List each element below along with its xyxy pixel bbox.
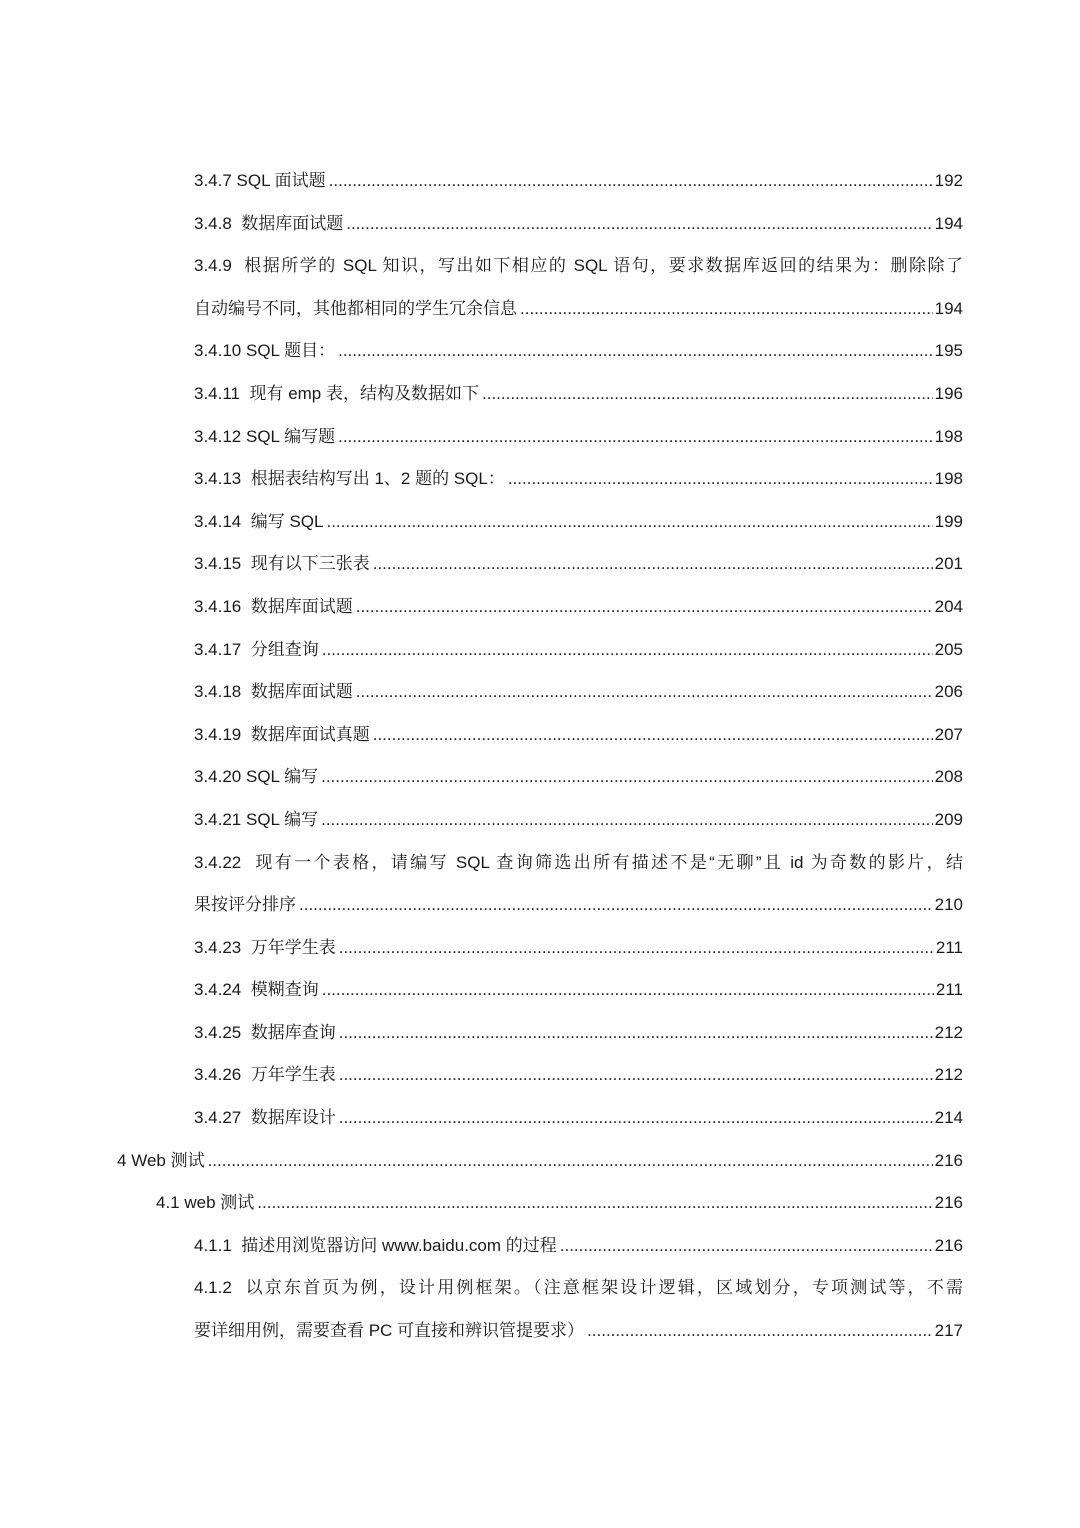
toc-entry-title: 4.1 web 测试 bbox=[156, 1193, 255, 1213]
toc-entry-3-4-15[interactable] bbox=[194, 543, 963, 586]
toc-entry-title-line1: 4.1.2 以京东首页为例，设计用例框架。（注意框架设计逻辑，区域划分，专项测试等，不需 bbox=[194, 1278, 963, 1298]
toc-entry-3-4-7[interactable] bbox=[194, 160, 963, 203]
dot-leader bbox=[326, 501, 932, 544]
toc-entry-3-4-12[interactable] bbox=[194, 416, 963, 459]
toc-entry-title: 3.4.19 数据库面试真题 bbox=[194, 724, 370, 744]
toc-entry-page: 212 bbox=[934, 1065, 963, 1085]
toc-entry-4-1[interactable] bbox=[156, 1182, 963, 1225]
dot-leader bbox=[520, 288, 933, 331]
toc-entry-page: 210 bbox=[934, 895, 963, 915]
dot-leader bbox=[257, 1182, 932, 1225]
dot-leader bbox=[560, 1225, 933, 1268]
toc-entry-page: 206 bbox=[934, 682, 963, 702]
toc-entry-page: 211 bbox=[935, 937, 963, 957]
dot-leader bbox=[321, 799, 933, 842]
toc-entry-title: 3.4.26 万年学生表 bbox=[194, 1065, 336, 1085]
dot-leader bbox=[339, 1012, 933, 1055]
toc-entry-page: 208 bbox=[934, 767, 963, 787]
toc-entry-4-1-1[interactable] bbox=[194, 1225, 963, 1268]
toc-entry-title: 3.4.10 SQL 题目： bbox=[194, 341, 336, 361]
toc-entry-page: 201 bbox=[934, 554, 963, 574]
dot-leader bbox=[339, 927, 934, 970]
dot-leader bbox=[482, 373, 933, 416]
toc-entry-3-4-9[interactable] bbox=[194, 245, 963, 330]
dot-leader bbox=[339, 1054, 933, 1097]
toc-entry-title: 3.4.24 模糊查询 bbox=[194, 980, 319, 1000]
toc-entry-page: 198 bbox=[934, 426, 963, 446]
dot-leader bbox=[339, 1097, 933, 1140]
toc-entry-page: 214 bbox=[934, 1108, 963, 1128]
toc-entry-3-4-21[interactable] bbox=[194, 799, 963, 842]
toc-entry-title: 3.4.27 数据库设计 bbox=[194, 1108, 336, 1128]
dot-leader bbox=[338, 330, 933, 373]
toc-entry-title: 4.1.1 描述用浏览器访问 www.baidu.com 的过程 bbox=[194, 1235, 557, 1255]
toc-entry-3-4-16[interactable] bbox=[194, 586, 963, 629]
toc-entry-page: 199 bbox=[934, 511, 963, 531]
dot-leader bbox=[356, 586, 933, 629]
dot-leader bbox=[338, 416, 933, 459]
toc-entry-3-4-19[interactable] bbox=[194, 714, 963, 757]
toc-entry-title: 3.4.17 分组查询 bbox=[194, 639, 319, 659]
toc-entry-page: 217 bbox=[934, 1321, 963, 1341]
toc-entry-title-line2: 自动编号不同，其他都相同的学生冗余信息 bbox=[194, 298, 517, 318]
toc-entry-3-4-13[interactable] bbox=[194, 458, 963, 501]
toc-entry-page: 207 bbox=[934, 724, 963, 744]
toc-entry-3-4-23[interactable] bbox=[194, 927, 963, 970]
toc-entry-3-4-8[interactable] bbox=[194, 203, 963, 246]
toc-entry-3-4-26[interactable] bbox=[194, 1054, 963, 1097]
toc-entry-3-4-18[interactable] bbox=[194, 671, 963, 714]
toc-entry-page: 209 bbox=[934, 809, 963, 829]
dot-leader bbox=[208, 1140, 933, 1183]
toc-entry-3-4-10[interactable] bbox=[194, 330, 963, 373]
toc-entry-3-4-17[interactable] bbox=[194, 629, 963, 672]
toc-entry-title: 3.4.20 SQL 编写 bbox=[194, 767, 319, 787]
toc-entry-title: 3.4.7 SQL 面试题 bbox=[194, 171, 326, 190]
toc-entry-title: 3.4.12 SQL 编写题 bbox=[194, 426, 336, 446]
toc-entry-title: 3.4.21 SQL 编写 bbox=[194, 809, 319, 829]
toc-entry-page: 196 bbox=[934, 383, 963, 403]
toc-entry-page: 216 bbox=[934, 1235, 963, 1255]
toc-entry-page: 194 bbox=[934, 213, 963, 233]
toc-entry-3-4-22[interactable] bbox=[194, 842, 963, 927]
toc-entry-title-line2: 要详细用例，需要查看 PC 可直接和辨识管提要求） bbox=[194, 1321, 585, 1341]
toc-entry-title: 3.4.23 万年学生表 bbox=[194, 937, 336, 957]
dot-leader bbox=[329, 160, 933, 203]
toc-entry-page: 192 bbox=[934, 171, 963, 190]
toc-entry-title-line2: 果按评分排序 bbox=[194, 895, 296, 915]
toc-entry-title: 3.4.11 现有 emp 表，结构及数据如下 bbox=[194, 383, 479, 403]
toc-entry-4-1-2[interactable] bbox=[194, 1267, 963, 1352]
toc-entry-title: 3.4.13 根据表结构写出 1、2 题的 SQL： bbox=[194, 469, 505, 489]
toc-entry-3-4-27[interactable] bbox=[194, 1097, 963, 1140]
dot-leader bbox=[321, 756, 933, 799]
toc-entry-3-4-14[interactable] bbox=[194, 501, 963, 544]
toc-entry-title: 3.4.14 编写 SQL bbox=[194, 511, 324, 531]
toc-entry-page: 216 bbox=[934, 1150, 963, 1170]
dot-leader bbox=[373, 543, 933, 586]
toc-entry-title: 3.4.25 数据库查询 bbox=[194, 1022, 336, 1042]
toc-entry-page: 195 bbox=[934, 341, 963, 361]
toc-entry-3-4-11[interactable] bbox=[194, 373, 963, 416]
toc-entry-title: 3.4.15 现有以下三张表 bbox=[194, 554, 370, 574]
toc-entry-4[interactable] bbox=[117, 1140, 963, 1183]
toc-entry-page: 204 bbox=[934, 596, 963, 616]
toc-entry-title: 4 Web 测试 bbox=[117, 1150, 205, 1170]
toc-entry-page: 212 bbox=[934, 1022, 963, 1042]
dot-leader bbox=[322, 969, 934, 1012]
toc-entry-page: 198 bbox=[934, 469, 963, 489]
toc-entry-title: 3.4.8 数据库面试题 bbox=[194, 213, 344, 233]
toc-entry-page: 205 bbox=[934, 639, 963, 659]
toc-entry-3-4-20[interactable] bbox=[194, 756, 963, 799]
toc-entry-page: 216 bbox=[934, 1193, 963, 1213]
toc-entry-title: 3.4.16 数据库面试题 bbox=[194, 596, 353, 616]
toc-entry-title: 3.4.18 数据库面试题 bbox=[194, 682, 353, 702]
dot-leader bbox=[322, 629, 933, 672]
toc-entry-page: 194 bbox=[934, 298, 963, 318]
dot-leader bbox=[373, 714, 933, 757]
toc-entry-page: 211 bbox=[935, 980, 963, 1000]
dot-leader bbox=[346, 203, 932, 246]
dot-leader bbox=[356, 671, 933, 714]
dot-leader bbox=[299, 884, 933, 927]
dot-leader bbox=[508, 458, 933, 501]
toc-entry-3-4-24[interactable] bbox=[194, 969, 963, 1012]
toc-entry-3-4-25[interactable] bbox=[194, 1012, 963, 1055]
table-of-contents bbox=[0, 160, 1080, 1353]
toc-entry-title-line1: 3.4.22 现有一个表格，请编写 SQL 查询筛选出所有描述不是“无聊”且 id 为奇数的影片，结 bbox=[194, 852, 963, 872]
dot-leader bbox=[587, 1310, 933, 1353]
toc-entry-title-line1: 3.4.9 根据所学的 SQL 知识，写出如下相应的 SQL 语句，要求数据库返回的结果为：删除除了 bbox=[194, 256, 963, 276]
